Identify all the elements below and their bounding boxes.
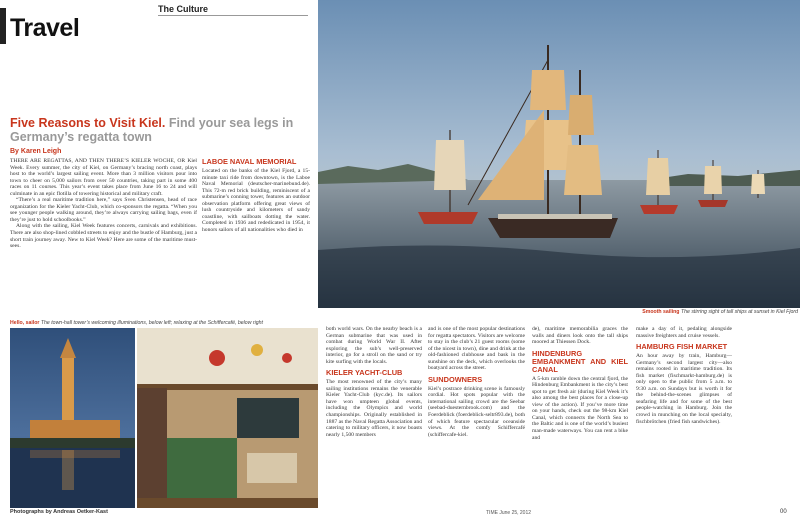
hero-photo [318, 0, 800, 308]
laboe-column [202, 158, 310, 233]
sundowners-heading: SUNDOWNERS [428, 374, 483, 384]
column-4 [428, 326, 525, 438]
column-5 [532, 326, 628, 441]
intro-paragraph: Along with the sailing, Kiel Week features concerts, carnivals and exhibitions. There are also shop-lined cobbled streets to enjoy and the bustle of Hamburg, just a short train journey away. New to Kiel Week? Here are some of the maritime must-sees. [10, 223, 197, 250]
intro-paragraph: THERE ARE REGATTAS, AND THEN THERE’S KIELER WOCHE, OR Kiel Week. Every summer, the city of Kiel, on Germany’s bracing north coast, plays host to the world’s largest sailing event. More than 3 million visitors pour into town to cheer on 5,000 sailors from over 50 countries, taking part in some 400 races on 11 courses. This year’s event takes place from June 16 to 24 and will culminate in an epic flotilla of towering historical and military craft. [10, 158, 197, 197]
laboe-heading: LABOE NAVAL MEMORIAL [202, 157, 297, 166]
intro-paragraph: “There’s a real maritime tradition here,” says Sven Christensen, head of race organization for the Kieler Yacht-Club, which co-sponsors the regatta. “When you see younger people walking around, they’re always carrying sailing bags, even if they’re just to hold schoolbooks.” [10, 197, 197, 223]
hero-caption-label: Smooth sailing [642, 309, 680, 315]
headline-deck: Find your sea legs in Germany’s regatta town [10, 116, 294, 144]
hindenburg-text: A 5-km ramble down the central fjord, the Hindenburg Embankment is the city’s best spot to get fresh air (during Kiel Week it’s also among the best places for a close-up view of the action). If you’ve more time on your hands, check out the 98-km Kiel Canal, which connects the North Sea to the Baltic and is one of the world’s busiest man-made waterways. You can rent a bike and [532, 375, 628, 441]
folio: TIME June 25, 2012 [486, 510, 532, 516]
fish-market-heading: HAMBURG FISH MARKET [636, 342, 728, 352]
sundowners-text: Kiel’s postrace drinking scene is famously cordial. Hot spots popular with the international sailing crowd are the Seebar (seebad-duesternbrook.com) and the Foerdeblick (foerdeblick-seltr893.de), both of which feature spectacular oceanside views. At the comfy Schiffercafé (schiffercafe-kiel. [428, 385, 525, 438]
section-rule [158, 15, 308, 16]
photo-credit: Photographs by Andreas Oetker-Kast [10, 509, 108, 515]
hello-caption [10, 320, 310, 326]
page-number: 00 [780, 509, 787, 515]
column-3-text: both world wars. On the nearby beach is a German submarine that was used in combat during World War II. After exploring the sub’s well-preserved interior, go for a stroll on the sand or try kite surfing with the locals. [326, 326, 422, 365]
hero-caption [548, 309, 798, 315]
department-title: Travel [10, 14, 80, 42]
section-bar [0, 8, 6, 44]
hero-caption-text: The stirring sight of tall ships at sunset in Kiel Fjord [680, 309, 798, 315]
intro-column [10, 158, 197, 250]
column-3 [326, 326, 422, 438]
headline [10, 116, 310, 144]
hello-caption-text: The town-hall tower’s welcoming illuminations, below left; relaxing at the Schiffercafé, below right [40, 320, 263, 326]
hello-caption-label: Hello, sailor [10, 320, 40, 326]
section-label: The Culture [158, 4, 209, 14]
yacht-club-text: The most renowned of the city’s many sailing institutions remains the venerable Kieler Yacht-Club (kyc.de). Its sailors have won umpteen global events, including the Olympics and world championships. Originally established in 1887 as the Naval Regatta Association and catering to military officers, it now boasts nearly 1,500 members [326, 379, 422, 438]
column-5-text: de), maritime memorabilia graces the walls and diners look onto the tall ships moored at Thiessen Dock. [532, 326, 628, 346]
cafe-photo [137, 328, 318, 508]
byline: By Karen Leigh [10, 148, 62, 155]
hindenburg-heading: HINDENBURG EMBANKMENT AND KIEL CANAL [532, 348, 628, 374]
column-6-text: make a day of it, pedaling alongside massive freighters and cruise vessels. [636, 326, 732, 339]
fish-market-text: An hour away by train, Hamburg—Germany’s second largest city—also remains rooted in maritime tradition. Its fish market (fischmarkt-hamburg.de) is only open to the public from 5 a.m. to 9:30 a.m. on Sundays but is worth it for the behind-the-scenes glimpses of seafaring life and for some of the best people-watching in Hamburg. Join the crowd in munching on the local specialty, fischbrötchen (fried fish sandwiches). [636, 353, 732, 425]
column-6 [636, 326, 732, 425]
laboe-text: Located on the banks of the Kiel Fjord, a 15-minute taxi ride from downtown, is the Laboe Naval Memorial (deutscher-marinebund.de). This 72-m red brick building, reminiscent of a submarine’s conning tower, features an outdoor observation platform offering great views of lush countryside and kilometers of sandy coastline, with sailboats dotting the water. Completed in 1936 and rededicated in 1954, it honors sailors of all nationalities who died in [202, 168, 310, 233]
yacht-club-heading: KIELER YACHT-CLUB [326, 368, 403, 378]
headline-main: Five Reasons to Visit Kiel. [10, 116, 166, 130]
column-4-text: and is one of the most popular destinations for regatta spectators. Visitors are welcome to stay in the club’s 21 guest rooms (some of the nicest in town), dine and drink at the old-fashioned clubhouse and bask in the sunshine on the deck, which overlooks the boatyard across the street. [428, 326, 525, 372]
town-hall-photo [10, 328, 135, 508]
